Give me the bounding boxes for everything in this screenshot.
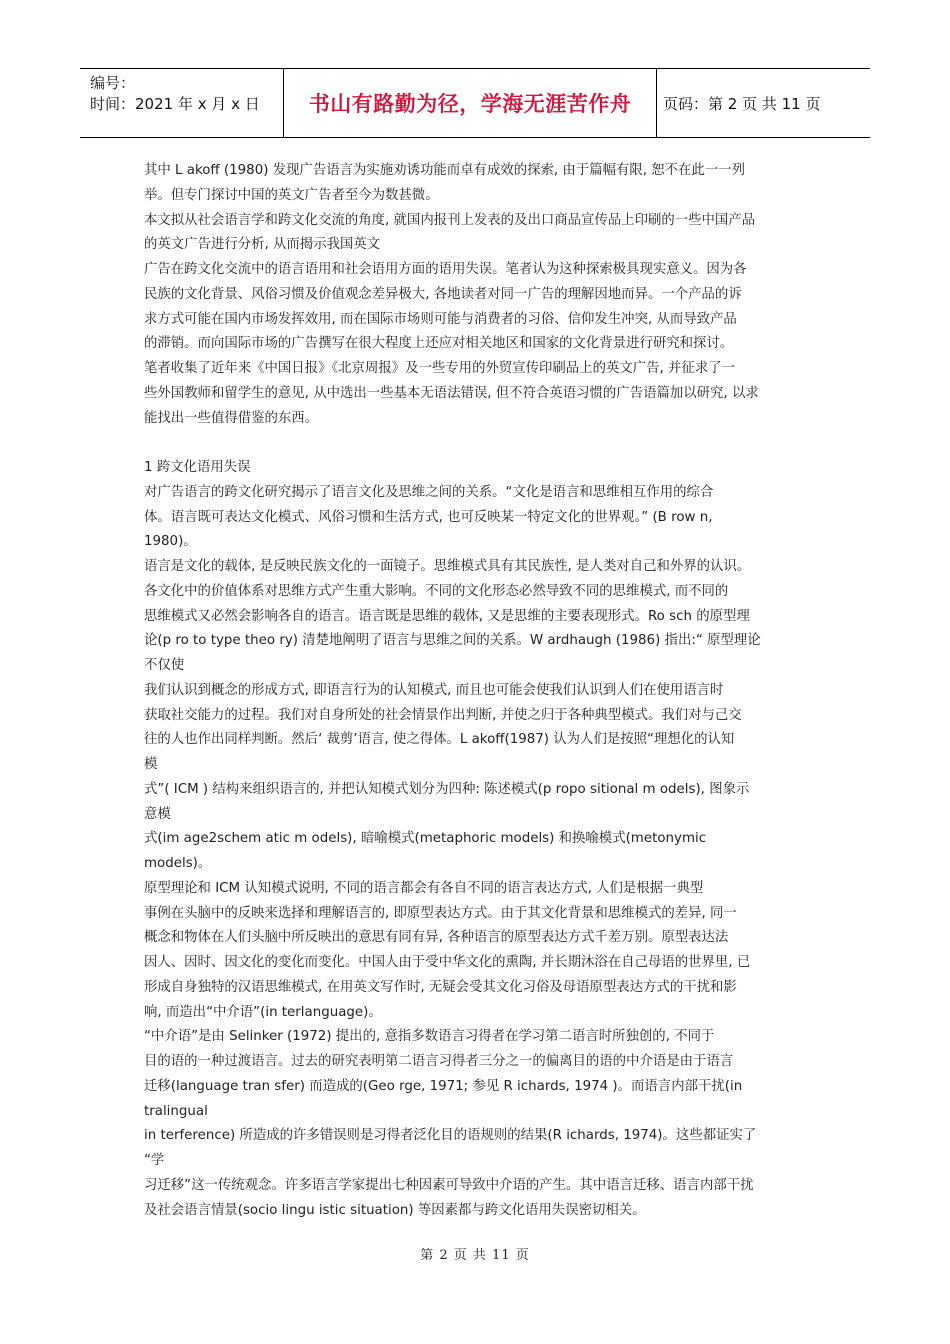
header-page-number: 页码：第 2 页 共 11 页 [663,94,821,113]
text-line: 语言是文化的载体, 是反映民族文化的一面镜子。思维模式具有其民族性, 是人类对自己和外界的认识。 [144,559,751,574]
page-header [80,68,870,138]
text-line: 民族的文化背景、风俗习惯及价值观念差异极大, 各地读者对同一广告的理解因地而异。一个产品的诉 [144,286,742,302]
text-line: 原型理论和 ICM 认知模式说明, 不同的语言都会有各自不同的语言表达方式, 人们是根据一典型 [144,880,704,896]
text-line: 其中 L akoff (1980) 发现广告语言为实施劝诱功能而卓有成效的探索, 由于篇幅有限, 恕不在此一一列 [144,163,745,178]
text-line: tralingual [144,1103,208,1119]
document-number-label: 编号： [90,74,136,92]
header-info [80,69,283,137]
text-line: 及社会语言情景(socio lingu istic situation) 等因素都与跨文化语用失误密切相关。 [144,1202,646,1218]
text-line: 式”( ICM ) 结构来组织语言的, 并把认知模式划分为四种: 陈述模式(p ropo sitional m odels), 图象示 [144,781,750,797]
section-heading: 1 跨文化语用失误 [144,460,251,475]
text-line: 体。语言既可表达文化模式、风俗习惯和生活方式, 也可反映某一特定文化的世界观。” (B row n, [144,509,713,525]
text-line: 各文化中的价值体系对思维方式产生重大影响。不同的文化形态必然导致不同的思维模式, 而不同的 [144,583,729,599]
page-footer: 第 2 页 共 11 页 [420,1248,530,1263]
text-line: 习迁移”这一传统观念。许多语言学家提出七种因素可导致中介语的产生。其中语言迁移、语言内部干扰 [144,1177,754,1193]
text-line: 举。但专门探讨中国的英文广告者至今为数甚微。 [144,187,439,203]
text-line: 式(im age2schem atic m odels), 暗喻模式(metaphoric models) 和换喻模式(metonymic [144,831,707,847]
text-line: 求方式可能在国内市场发挥效用, 而在国际市场则可能与消费者的习俗、信仰发生冲突, 从而导致产品 [144,311,737,327]
text-line: models)。 [144,856,212,871]
text-line: 的滞销。而向国际市场的广告撰写在很大程度上还应对相关地区和国家的文化背景进行研究和探讨。 [144,336,734,352]
text-line: 些外国教师和留学生的意见, 从中选出一些基本无语法错误, 但不符合英语习惯的广告语篇加以研究, 以求 [144,385,759,401]
text-line: 迁移(language tran sfer) 而造成的(Geo rge, 1971; 参见 R ichards, 1974 )。而语言内部干扰(in [144,1078,743,1094]
text-line: 对广告语言的跨文化研究揭示了语言文化及思维之间的关系。“文化是语言和思维相互作用的综合 [144,484,714,500]
document-body [144,159,814,1223]
text-line: “中介语”是由 Selinker (1972) 提出的, 意指多数语言习得者在学习第二语言时所独创的, 不同于 [144,1029,715,1045]
text-line: 目的语的一种过渡语言。过去的研究表明第二语言习得者三分之一的偏离目的语的中介语是由于语言 [144,1054,734,1069]
text-line: 能找出一些值得借鉴的东西。 [144,410,319,426]
text-line: 1980)。 [144,534,197,550]
text-line: 概念和物体在人们头脑中所反映出的意思有同有异, 各种语言的原型表达方式千差万别。原型表达法 [144,930,729,946]
text-line: 广告在跨文化交流中的语言语用和社会语用方面的语用失误。笔者认为这种探索极具现实意义。因为各 [144,262,747,277]
text-line: 本文拟从社会语言学和跨文化交流的角度, 就国内报刊上发表的及出口商品宣传品上印刷的一些中国产品 [144,212,756,228]
text-line: in terference) 所造成的许多错误则是习得者泛化目的语规则的结果(R ichards, 1974)。这些都证实了 [144,1128,757,1144]
text-line: 往的人也作出同样判断。然后‘ 裁剪’语言, 使之得体。L akoff(1987) 认为人们是按照“理想化的认知 [144,732,735,748]
text-line: “学 [144,1153,165,1168]
header-motto: 书山有路勤为径，学海无涯苦作舟 [283,69,657,137]
text-line: 形成自身独特的汉语思维模式, 在用英文写作时, 无疑会受其文化习俗及母语原型表达方式的干扰和影 [144,979,737,995]
text-line: 不仅使 [144,658,185,673]
text-line: 事例在头脑中的反映来选择和理解语言的, 即原型表达方式。由于其文化背景和思维模式的差异, 同一 [144,905,737,921]
text-line: 响, 而造出“中介语”(in terlanguage)。 [144,1004,382,1020]
text-line: 我们认识到概念的形成方式, 即语言行为的认知模式, 而且也可能会使我们认识到人们在使用语言时 [144,682,724,698]
text-line: 笔者收集了近年来《中国日报》《北京周报》及一些专用的外贸宣传印刷品上的英文广告, 并征求了一 [144,361,735,376]
text-line: 获取社交能力的过程。我们对自身所处的社会情景作出判断, 并使之归于各种典型模式。我们对与己交 [144,707,742,723]
document-date: 时间：2021 年 x 月 x 日 [90,95,260,113]
text-line: 模 [144,757,158,772]
text-line: 意模 [144,806,171,822]
text-line: 的英文广告进行分析, 从而揭示我国英文 [144,237,381,253]
text-line: 论(p ro to type theo ry) 清楚地阐明了语言与思维之间的关系。W ardhaugh (1986) 指出:“ 原型理论 [144,633,761,649]
text-line: 思维模式又必然会影响各自的语言。语言既是思维的载体, 又是思维的主要表现形式。Ro sch 的原型理 [144,608,750,624]
text-line: 因人、因时、因文化的变化而变化。中国人由于受中华文化的熏陶, 并长期沐浴在自己母语的世界里, 已 [144,955,751,970]
